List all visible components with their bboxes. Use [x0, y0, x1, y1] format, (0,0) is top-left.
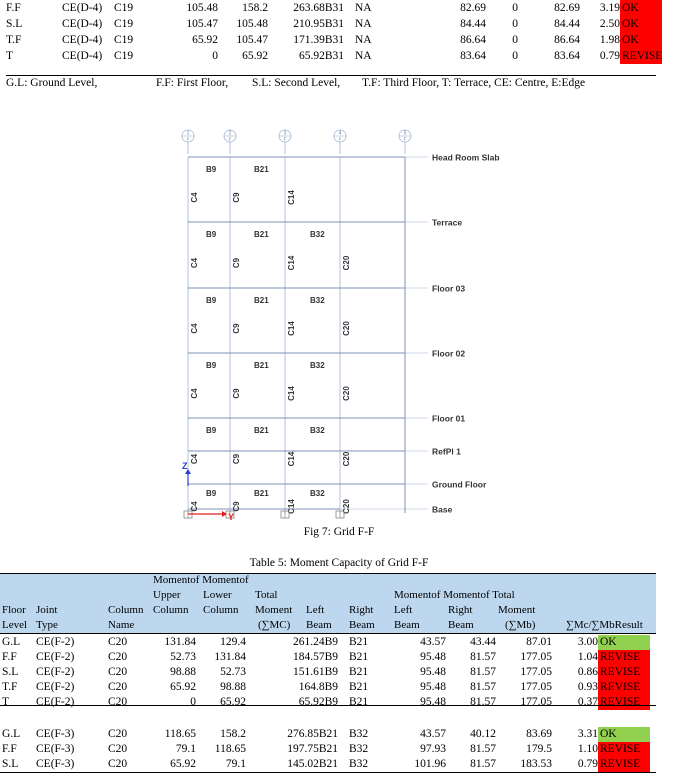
column-label: C4 — [190, 323, 199, 334]
cell-low: 131.84 — [214, 651, 246, 663]
column-label: C9 — [232, 453, 241, 465]
cell-tot: 65.92B9 — [298, 696, 338, 708]
beam-label: B21 — [254, 361, 269, 370]
grid-frame-diagram — [170, 126, 510, 528]
cell-ratio: 3.19 — [599, 2, 620, 14]
cell-floor: T.F — [2, 681, 18, 693]
cell-ratio: 0.93 — [577, 681, 598, 693]
cell-c4: NA — [355, 34, 372, 46]
table-bottom-border — [0, 772, 656, 773]
table-header — [0, 573, 656, 634]
header-smc: (∑MC) — [258, 619, 291, 631]
cell-lm: 43.57 — [420, 728, 446, 740]
column-label: C9 — [232, 388, 241, 399]
header-lower-column: Column — [203, 604, 239, 616]
cell-rb: B21 — [349, 696, 369, 708]
cell-col: C20 — [108, 728, 128, 740]
column-label: C20 — [342, 451, 351, 467]
cell-col: C20 — [108, 651, 128, 663]
figure-caption: Fig 7: Grid F-F — [303, 526, 375, 538]
cell-floor: T.F — [6, 34, 22, 46]
cell-joint: CE(D-4) — [62, 2, 103, 14]
cell-low: 65.92 — [220, 696, 246, 708]
header-floor: Floor — [2, 604, 26, 616]
header-total: Total — [255, 589, 278, 601]
result-badge: REVISE — [598, 742, 650, 757]
header-beam-3: Beam — [394, 619, 420, 631]
cell-floor: F.F — [2, 743, 17, 755]
result-badge: OK — [620, 0, 662, 16]
header-right-2: Right — [448, 604, 473, 616]
cell-ratio: 1.10 — [577, 743, 598, 755]
cell-floor: T — [6, 50, 14, 62]
cell-rm: 81.57 — [470, 758, 496, 770]
column-label: C14 — [287, 255, 296, 271]
level-label: RefPl 1 — [432, 446, 461, 457]
cell-c2: 105.47 — [236, 34, 268, 46]
cell-tot: 184.57B9 — [292, 651, 338, 663]
cell-low: 118.65 — [214, 743, 246, 755]
cell-up: 131.84 — [164, 636, 196, 648]
column-label: C14 — [287, 321, 296, 336]
grid-bubble-sub: F — [403, 136, 407, 142]
cell-col: C20 — [108, 636, 128, 648]
cell-rb: B32 — [349, 728, 369, 740]
result-badge: REVISE — [622, 50, 663, 62]
cell-ratio: 1.98 — [599, 34, 620, 46]
beam-label: B9 — [206, 230, 217, 239]
cell-col: C19 — [114, 2, 134, 14]
cell-low: 52.73 — [220, 666, 246, 678]
cell-rm: 81.57 — [470, 696, 496, 708]
cell-joint: CE(F-2) — [36, 666, 75, 678]
column-label: C20 — [342, 255, 351, 271]
result-badge: REVISE — [598, 650, 650, 665]
table-row — [0, 695, 656, 710]
beam-label: B9 — [206, 426, 217, 435]
cell-c5: 82.69 — [460, 2, 486, 14]
cell-joint: CE(F-2) — [36, 681, 75, 693]
cell-low: 158.2 — [220, 728, 246, 740]
cell-c1: 105.48 — [186, 2, 218, 14]
cell-c4: NA — [355, 50, 372, 62]
cell-c4: NA — [355, 2, 372, 14]
table-caption: Table 5: Moment Capacity of Grid F-F — [249, 557, 429, 569]
top-table-row — [6, 48, 668, 64]
cell-col: C20 — [108, 743, 128, 755]
beam-label: B32 — [310, 296, 325, 305]
grid-bubble-sub: F — [283, 136, 287, 142]
cell-rm: 81.57 — [470, 651, 496, 663]
cell-lm: 95.48 — [420, 696, 446, 708]
cell-c3: 263.68B31 — [293, 2, 344, 14]
table-row — [0, 742, 656, 757]
cell-c2: 105.48 — [236, 18, 268, 30]
table-divider — [0, 705, 656, 706]
cell-lm: 95.48 — [420, 681, 446, 693]
cell-floor: S.L — [6, 18, 23, 30]
header-column: Column — [108, 604, 144, 616]
cell-sum: 183.53 — [520, 758, 552, 770]
cell-up: 65.92 — [170, 681, 196, 693]
cell-lm: 95.48 — [420, 666, 446, 678]
cell-tot: 145.02B21 — [287, 758, 338, 770]
cell-c6: 0 — [512, 34, 518, 46]
cell-col: C20 — [108, 758, 128, 770]
abbr-first-floor: F.F: First Floor, — [156, 77, 229, 89]
level-label: Terrace — [432, 217, 463, 228]
cell-rb: B21 — [349, 651, 369, 663]
header-moment-of: Momentof Momentof — [153, 574, 249, 586]
cell-col: C20 — [108, 681, 128, 693]
cell-low: 79.1 — [225, 758, 246, 770]
cell-joint: CE(D-4) — [62, 18, 103, 30]
column-label: C4 — [190, 192, 199, 203]
cell-floor: G.L — [2, 636, 21, 648]
header-left-2: Left — [394, 604, 413, 616]
cell-c5: 84.44 — [460, 18, 486, 30]
result-badge: OK — [598, 727, 650, 742]
cell-rb: B21 — [349, 666, 369, 678]
header-beam-1: Beam — [306, 619, 332, 631]
cell-c3: 171.39B31 — [293, 34, 344, 46]
cell-c7: 83.64 — [554, 50, 580, 62]
column-label: C9 — [232, 501, 241, 512]
column-label: C14 — [287, 451, 296, 467]
cell-lm: 101.96 — [414, 758, 446, 770]
cell-c1: 0 — [212, 50, 218, 62]
cell-joint: CE(F-3) — [36, 758, 75, 770]
cell-sum: 87.01 — [526, 636, 552, 648]
column-label: C14 — [287, 386, 296, 401]
cell-ratio: 3.00 — [577, 636, 598, 648]
header-ratio-result: ∑Mc/∑MbResult — [566, 619, 643, 631]
beam-label: B21 — [254, 489, 269, 498]
header-name: Name — [108, 619, 135, 631]
level-label: Floor 02 — [432, 348, 466, 359]
cell-c6: 0 — [512, 18, 518, 30]
level-label: Floor 03 — [432, 283, 466, 294]
cell-floor: S.L — [2, 666, 19, 678]
table-row — [0, 680, 656, 695]
grid-bubble-label: 2 — [228, 130, 232, 137]
cell-rb: B32 — [349, 758, 369, 770]
result-badge: OK — [620, 16, 662, 32]
grid-bubble-label: 5 — [403, 130, 407, 137]
abbr-others: T.F: Third Floor, T: Terrace, CE: Centre, E:Edge — [362, 77, 586, 89]
header-left: Left — [306, 604, 325, 616]
header-lower: Lower — [203, 589, 232, 601]
cell-up: 0 — [190, 696, 196, 708]
column-label: C20 — [342, 321, 351, 336]
header-type: Type — [36, 619, 58, 631]
cell-c6: 0 — [512, 50, 518, 62]
table-row — [0, 665, 656, 680]
cell-up: 98.88 — [170, 666, 196, 678]
header-level: Level — [2, 619, 28, 631]
abbreviation-legend — [6, 75, 656, 91]
cell-tot: 261.24B9 — [292, 636, 338, 648]
result-badge: OK — [598, 635, 650, 650]
level-label: Ground Floor — [432, 479, 487, 490]
z-axis-label: Z — [182, 461, 188, 471]
cell-c3: 65.92B31 — [298, 50, 344, 62]
cell-c1: 105.47 — [186, 18, 218, 30]
cell-rm: 81.57 — [470, 743, 496, 755]
cell-ratio: 0.37 — [577, 696, 598, 708]
result-badge: REVISE — [598, 757, 650, 772]
cell-sum: 177.05 — [520, 651, 552, 663]
top-table-row — [6, 0, 668, 16]
cell-sum: 177.05 — [520, 681, 552, 693]
header-smb: (∑Mb) — [505, 619, 536, 631]
beam-label: B9 — [206, 296, 217, 305]
cell-lm: 43.57 — [420, 636, 446, 648]
cell-rm: 40.12 — [470, 728, 496, 740]
cell-tot: 151.61B9 — [292, 666, 338, 678]
header-moment-2: Moment — [498, 604, 536, 616]
grid-bubble-sub: F — [228, 136, 232, 142]
beam-label: B9 — [206, 489, 217, 498]
beam-label: B9 — [206, 165, 217, 174]
cell-c2: 65.92 — [242, 50, 268, 62]
cell-joint: CE(D-4) — [62, 50, 103, 62]
grid-bubble-label: 1 — [186, 130, 190, 137]
cell-tot: 276.85B21 — [287, 728, 338, 740]
grid-bubble-sub: F — [186, 136, 190, 142]
cell-joint: CE(F-3) — [36, 728, 75, 740]
cell-c7: 84.44 — [554, 18, 580, 30]
cell-ratio: 2.50 — [599, 18, 620, 30]
beam-label: B32 — [310, 230, 325, 239]
column-label: C14 — [287, 190, 296, 205]
y-axis-label: Y — [228, 512, 235, 522]
cell-rm: 43.44 — [470, 636, 496, 648]
column-label: C20 — [342, 499, 351, 514]
level-label: Head Room Slab — [432, 152, 500, 163]
cell-low: 129.4 — [220, 636, 246, 648]
cell-col: C19 — [114, 34, 134, 46]
header-right: Right — [349, 604, 374, 616]
level-label: Floor 01 — [432, 413, 466, 424]
cell-sum: 179.5 — [526, 743, 552, 755]
cell-joint: CE(F-3) — [36, 743, 75, 755]
beam-label: B32 — [310, 489, 325, 498]
column-label: C4 — [190, 453, 199, 465]
header-beam-moments: Momentof Momentof Total — [394, 589, 515, 601]
cell-c5: 86.64 — [460, 34, 486, 46]
cell-tot: 164.8B9 — [298, 681, 338, 693]
cell-tot: 197.75B21 — [287, 743, 338, 755]
cell-joint: CE(D-4) — [62, 34, 103, 46]
cell-ratio: 3.31 — [577, 728, 598, 740]
cell-joint: CE(F-2) — [36, 651, 75, 663]
grid-bubble-label: 3 — [283, 130, 287, 137]
cell-floor: F.F — [6, 2, 21, 14]
column-label: C4 — [190, 501, 199, 512]
cell-up: 52.73 — [170, 651, 196, 663]
grid-bubble-sub: F — [338, 136, 342, 142]
cell-c5: 83.64 — [460, 50, 486, 62]
beam-label: B32 — [310, 426, 325, 435]
cell-rb: B32 — [349, 743, 369, 755]
cell-lm: 97.93 — [420, 743, 446, 755]
beam-label: B32 — [310, 361, 325, 370]
header-beam-2: Beam — [349, 619, 375, 631]
column-label: C9 — [232, 257, 241, 269]
cell-c2: 158.2 — [242, 2, 268, 14]
cell-c7: 86.64 — [554, 34, 580, 46]
beam-label: B21 — [254, 296, 269, 305]
cell-ratio: 0.79 — [599, 50, 620, 62]
column-label: C14 — [287, 499, 296, 514]
level-label: Base — [432, 504, 453, 515]
cell-joint: CE(F-2) — [36, 636, 75, 648]
top-table-row — [6, 16, 668, 32]
cell-joint: CE(F-2) — [36, 696, 75, 708]
beam-label: B21 — [254, 165, 269, 174]
cell-c3: 210.95B31 — [293, 18, 344, 30]
grid-bubble-label: 4 — [338, 130, 342, 137]
cell-up: 118.65 — [164, 728, 196, 740]
cell-ratio: 1.04 — [577, 651, 598, 663]
header-joint: Joint — [36, 604, 58, 616]
cell-up: 65.92 — [170, 758, 196, 770]
cell-rb: B21 — [349, 681, 369, 693]
header-upper: Upper — [153, 589, 181, 601]
cell-floor: T — [2, 696, 10, 708]
cell-floor: G.L — [2, 728, 21, 740]
column-label: C4 — [190, 388, 199, 399]
cell-ratio: 0.86 — [577, 666, 598, 678]
header-beam-4: Beam — [448, 619, 474, 631]
cell-c4: NA — [355, 18, 372, 30]
cell-rm: 81.57 — [470, 666, 496, 678]
cell-c7: 82.69 — [554, 2, 580, 14]
column-label: C20 — [342, 386, 351, 401]
column-label: C4 — [190, 257, 199, 269]
cell-floor: S.L — [2, 758, 19, 770]
result-badge: OK — [620, 32, 662, 48]
cell-col: C19 — [114, 18, 134, 30]
column-label: C9 — [232, 323, 241, 334]
cell-col: C19 — [114, 50, 134, 62]
cell-low: 98.88 — [220, 681, 246, 693]
column-label: C9 — [232, 192, 241, 203]
abbr-second-level: S.L: Second Level, — [252, 77, 341, 89]
cell-sum: 177.05 — [520, 666, 552, 678]
result-badge: REVISE — [598, 665, 650, 680]
cell-up: 79.1 — [175, 743, 196, 755]
beam-label: B9 — [206, 361, 217, 370]
header-upper-column: Column — [153, 604, 189, 616]
table-row — [0, 757, 656, 772]
cell-c6: 0 — [512, 2, 518, 14]
table-row — [0, 727, 656, 742]
cell-sum: 177.05 — [520, 696, 552, 708]
cell-c1: 65.92 — [192, 34, 218, 46]
beam-label: B21 — [254, 426, 269, 435]
cell-rm: 81.57 — [470, 681, 496, 693]
table-row — [0, 650, 656, 665]
cell-floor: F.F — [2, 651, 17, 663]
result-badge: REVISE — [598, 695, 650, 710]
beam-label: B21 — [254, 230, 269, 239]
cell-ratio: 0.79 — [577, 758, 598, 770]
abbr-ground-level: G.L: Ground Level, — [6, 77, 98, 89]
table-row — [0, 635, 656, 650]
cell-col: C20 — [108, 696, 128, 708]
cell-rb: B21 — [349, 636, 369, 648]
top-table-row — [6, 32, 668, 48]
cell-lm: 95.48 — [420, 651, 446, 663]
cell-sum: 83.69 — [526, 728, 552, 740]
cell-col: C20 — [108, 666, 128, 678]
result-badge: REVISE — [598, 680, 650, 695]
header-moment: Moment — [255, 604, 293, 616]
